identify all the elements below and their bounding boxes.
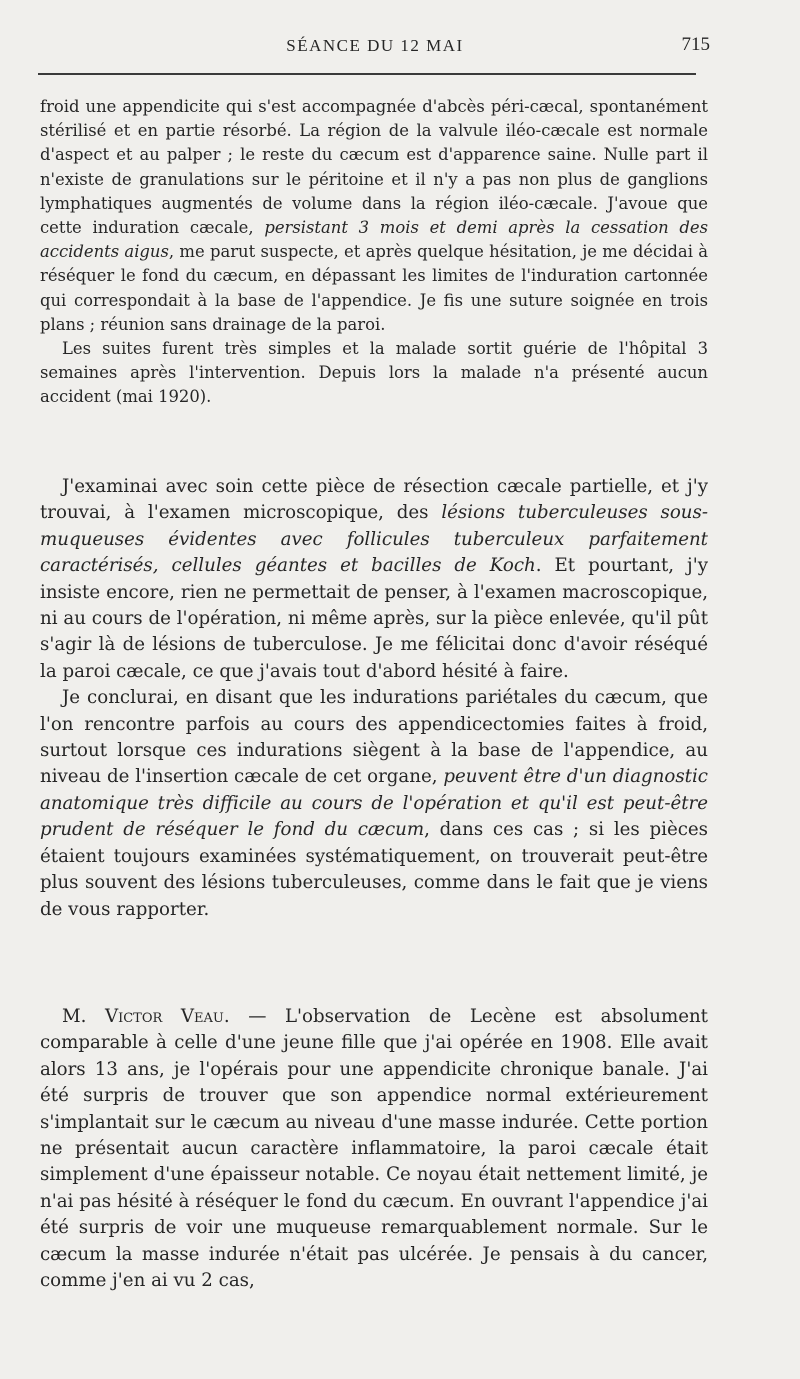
text-run: J'examinai avec soin cette pièce de résection cæcale partielle, et j'y trouvai, à l'examen microscopique, des	[40, 476, 708, 524]
text-block-discussion	[40, 1004, 708, 1294]
text-run: Je conclurai, en disant que les indurations pariétales du cæcum, que l'on rencontre parfois au cours des appendicectomies faites à froid, surtout lorsque ces indurations siègent à la base de l'appendice, au niveau de l'insertion cæcale de cet organe,	[40, 687, 708, 788]
text-block-case-report	[40, 95, 708, 410]
paragraph-veau	[40, 1004, 708, 1294]
paragraph-outcome: Les suites furent très simples et la malade sortit guérie de l'hôpital 3 semaines après l'intervention. Depuis lors la malade n'a présenté aucun accident (mai 1920).	[40, 339, 708, 407]
running-head: SÉANCE DU 12 MAI	[286, 36, 464, 55]
text-run: froid une appendicite qui s'est accompagnée d'abcès péri-cæcal, spontanément stérilisé et en partie résorbé. La région de la valvule iléo-cæcale est normale d'aspect et au palper ; le reste du cæcum est d'apparence saine. Nulle part il n'existe de granulations sur le péritoine et il n'y a pas non plus de ganglions lymphatiques augmentés de volume dans la région iléo-cæcale. J'avoue que cette induration cæcale,	[40, 97, 708, 238]
paragraph-conclusion	[40, 685, 708, 923]
text-run: . Et pourtant, j'y insiste encore, rien ne permettait de penser, à l'examen macroscopique, ni au cours de l'opération, ni même après, sur la pièce enlevée, qu'il pût s'agir là de lésions de tuberculose. Je me félicitai donc d'avoir réséqué la paroi cæcale, ce que j'avais tout d'abord hésité à faire.	[40, 555, 708, 682]
page-number: 715	[681, 34, 710, 55]
paragraph-microscopy	[40, 474, 708, 685]
text-run: — L'observation de Lecène est absolument comparable à celle d'une jeune fille que j'ai opérée en 1908. Elle avait alors 13 ans, je l'opérais pour une appendicite chronique banale. J'ai été surpris de trouver que son appendice normal extérieurement s'implantait sur le cæcum au niveau d'une masse indurée. Cette portion ne présentait aucun caractère inflammatoire, la paroi cæcale était simplement d'une épaisseur notable. Ce noyau était nettement limité, je n'ai pas hésité à réséquer le fond du cæcum. En ouvrant l'appendice j'ai été surpris de voir une muqueuse remarquablement normale. Sur le cæcum la masse indurée n'était pas ulcérée. Je pensais à du cancer, comme j'en ai vu 2 cas,	[40, 1006, 708, 1292]
italic-emphasis: persistant 3 mois et demi après la cessation des accidents aigus	[40, 218, 709, 262]
speaker-name: M. Victor Veau.	[62, 1006, 230, 1027]
italic-emphasis: lésions tuberculeuses sous-muqueuses évidentes avec follicules tuberculeux parfaitement caractérisés, cellules géantes et bacilles de Koch	[40, 502, 708, 577]
text-block-examination	[40, 474, 708, 923]
text-run: , dans ces cas ; si les pièces étaient toujours examinées systématiquement, on trouverait peut-être plus souvent des lésions tuberculeuses, comme dans le fait que je viens de vous rapporter.	[40, 819, 708, 920]
italic-emphasis: peuvent être d'un diagnostic anatomique très difficile au cours de l'opération et qu'il est peut-être prudent de réséquer le fond du cæcum	[40, 766, 708, 841]
header-rule	[38, 73, 696, 75]
text-run: , me parut suspecte, et après quelque hésitation, je me décidai à réséquer le fond du cæcum, en dépassant les limites de l'induration cartonnée qui correspondait à la base de l'appendice. Je fis une suture soignée en trois plans ; réunion sans drainage de la paroi.	[40, 242, 709, 334]
paragraph-operation	[40, 95, 708, 337]
page-header	[40, 34, 710, 60]
